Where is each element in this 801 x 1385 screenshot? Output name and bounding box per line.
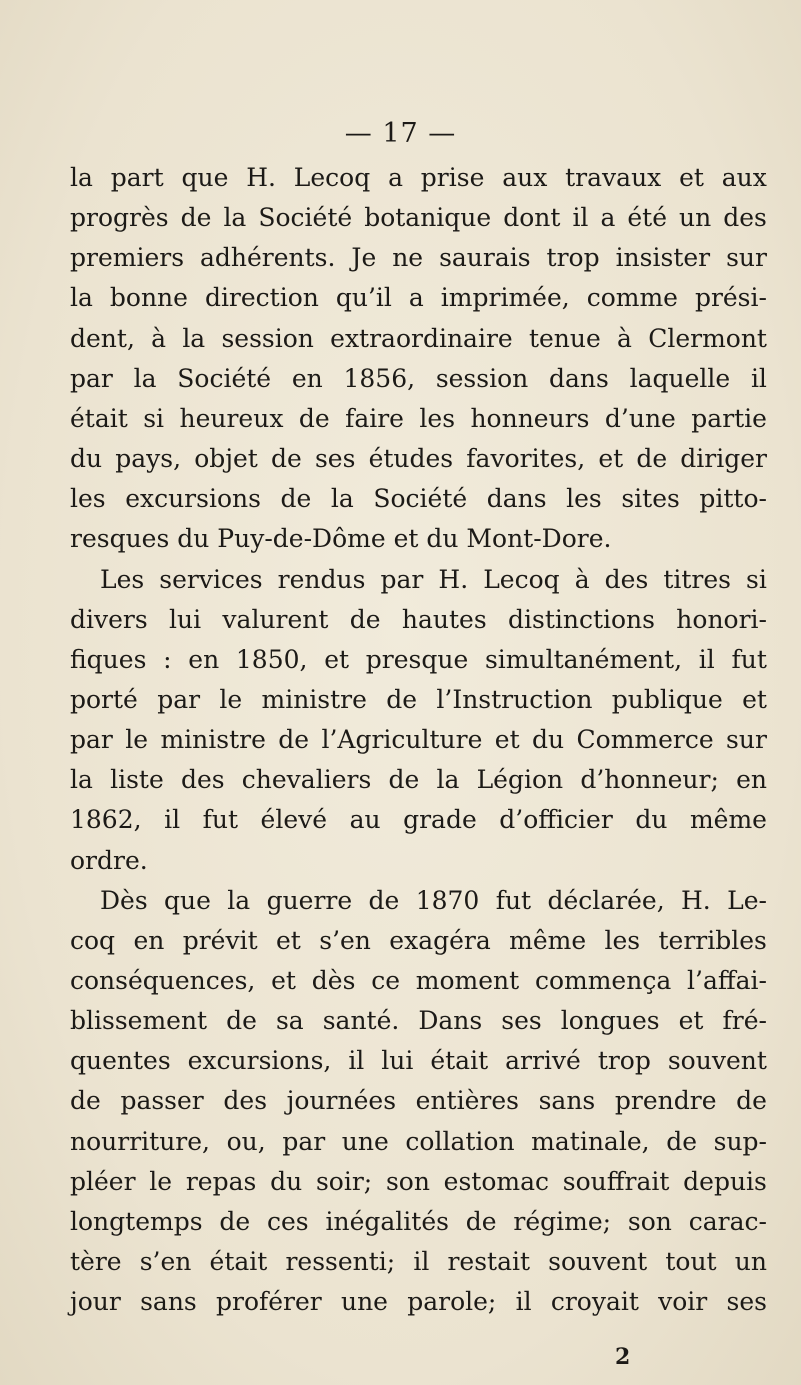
word: si <box>746 564 767 594</box>
word: les <box>604 925 641 955</box>
word: sites <box>621 484 680 514</box>
word: progrès <box>70 203 169 233</box>
word: de <box>280 484 312 514</box>
word: inégalités <box>325 1206 449 1236</box>
word: ou, <box>226 1126 266 1156</box>
word: imprimée, <box>440 283 570 313</box>
word: ses <box>726 1287 767 1317</box>
word: la <box>70 283 93 313</box>
word: ses <box>314 444 356 474</box>
word: sur <box>726 243 767 273</box>
word: Commerce <box>576 725 714 755</box>
text-line <box>100 560 767 600</box>
word: chevaliers <box>241 765 372 795</box>
word: favorites, <box>466 444 586 474</box>
word: souffrait <box>562 1166 670 1196</box>
text-line <box>70 158 767 198</box>
word: de <box>636 444 668 474</box>
word: pitto- <box>699 484 767 514</box>
word: ne <box>392 243 424 273</box>
word: valurent <box>222 604 329 634</box>
word: souvent <box>667 1046 767 1076</box>
word: sans <box>140 1287 197 1317</box>
word: la <box>330 484 354 514</box>
text-line <box>70 1202 767 1242</box>
word: tenue <box>528 323 601 353</box>
word: titres <box>663 564 731 594</box>
word: faire <box>345 403 404 433</box>
word: il <box>572 203 589 233</box>
word: quentes <box>70 1046 171 1076</box>
word: il <box>164 805 181 835</box>
word: presque <box>365 644 469 674</box>
word: d’une <box>604 403 676 433</box>
word: santé. <box>322 1006 400 1036</box>
word: lui <box>169 604 202 634</box>
word: longues <box>560 1006 660 1036</box>
word: de <box>180 203 212 233</box>
word: Lecoq <box>293 163 371 192</box>
word: à <box>574 564 590 594</box>
word: en <box>133 925 165 955</box>
text-line: ordre. <box>70 845 148 875</box>
word: l’Instruction <box>436 684 593 714</box>
text-line <box>70 1041 767 1081</box>
word: blissement <box>70 1006 208 1036</box>
word: parole; <box>407 1287 497 1317</box>
page-number: — 17 — <box>344 118 457 149</box>
word: était <box>209 1247 268 1277</box>
word: Dans <box>418 1006 483 1036</box>
word: dès <box>311 966 356 995</box>
word: ressenti; <box>285 1247 396 1277</box>
word: en <box>736 765 767 795</box>
text-line <box>70 961 767 1001</box>
word: d’officier <box>499 805 613 835</box>
word: l’Agriculture <box>321 725 483 755</box>
word: et <box>678 1006 704 1036</box>
word: Dès <box>100 885 148 915</box>
text-line <box>70 680 767 720</box>
word: 1850, <box>235 644 308 674</box>
word: déclarée, <box>547 885 665 915</box>
word: saurais <box>439 243 531 273</box>
word: des <box>604 564 649 594</box>
word: du <box>70 444 103 474</box>
text-line <box>70 760 767 800</box>
word: la <box>182 323 206 353</box>
word: a <box>388 163 403 192</box>
text-line <box>70 278 767 318</box>
text-line <box>70 600 767 640</box>
word: longtemps <box>70 1206 203 1236</box>
word: ce <box>371 966 400 995</box>
word: par <box>380 564 424 594</box>
word: prévit <box>182 925 258 955</box>
word: matinale, <box>531 1126 650 1156</box>
word: commença <box>534 966 672 995</box>
word: fiques <box>70 644 147 674</box>
word: honori- <box>676 604 767 634</box>
word: part <box>110 163 164 192</box>
word: direction <box>204 283 319 313</box>
word: Le- <box>727 885 767 915</box>
word: bonne <box>109 283 188 313</box>
word: session <box>221 323 314 353</box>
word: une <box>341 1126 389 1156</box>
text-line <box>70 640 767 680</box>
word: rendus <box>277 564 366 594</box>
text-line <box>70 1282 767 1322</box>
word: ses <box>501 1006 542 1036</box>
word: études <box>368 444 454 474</box>
word: fré- <box>722 1006 767 1036</box>
word: soir; <box>315 1166 373 1196</box>
word: d’honneur; <box>580 765 719 795</box>
word: proférer <box>216 1287 322 1317</box>
word: il <box>698 644 715 674</box>
text-line <box>70 238 767 278</box>
word: de <box>465 1206 497 1236</box>
word: adhérents. <box>199 243 336 273</box>
word: la <box>223 203 247 233</box>
word: simultanément, <box>484 644 683 674</box>
word: et <box>742 684 767 714</box>
word: au <box>349 805 381 835</box>
text-line <box>70 1242 767 1282</box>
word: tout <box>665 1247 717 1277</box>
word: pléer <box>70 1166 136 1196</box>
word: nourriture, <box>70 1126 210 1156</box>
word: excursions, <box>187 1046 332 1076</box>
word: l’affai- <box>687 966 767 995</box>
word: à <box>151 323 167 353</box>
word: en <box>188 644 220 674</box>
word: souvent <box>548 1247 648 1277</box>
word: : <box>163 644 172 674</box>
word: H. <box>681 885 711 915</box>
signature-mark: 2 <box>615 1344 631 1370</box>
word: par <box>70 725 113 755</box>
word: dent, <box>70 323 135 353</box>
word: diriger <box>680 444 767 474</box>
word: été <box>627 203 668 233</box>
word: distinctions <box>507 604 655 634</box>
word: était <box>70 403 128 433</box>
word: fut <box>202 805 239 835</box>
word: arrivé <box>505 1046 581 1076</box>
word: prési- <box>694 283 767 313</box>
word: excursions <box>125 484 261 514</box>
word: insister <box>615 243 711 273</box>
word: de <box>278 725 310 755</box>
word: pays, <box>115 444 182 474</box>
word: trop <box>597 1046 651 1076</box>
word: de <box>298 403 330 433</box>
word: à <box>617 323 632 353</box>
word: prendre <box>614 1086 717 1116</box>
word: une <box>340 1287 388 1317</box>
word: de <box>368 885 400 915</box>
word: extraordinaire <box>330 323 513 353</box>
word: régime; <box>513 1206 612 1236</box>
word: de <box>271 444 302 474</box>
text-line <box>100 881 767 921</box>
word: la <box>70 163 93 192</box>
word: Société <box>373 484 468 514</box>
word: objet <box>194 444 258 474</box>
word: du <box>532 725 565 755</box>
word: sur <box>726 725 767 755</box>
word: coq <box>70 925 116 955</box>
word: dans <box>549 363 609 393</box>
word: heureux <box>179 403 284 433</box>
word: dont <box>503 203 561 233</box>
word: les <box>419 403 456 433</box>
word: tère <box>70 1247 122 1277</box>
word: de <box>386 684 418 714</box>
word: la <box>70 765 93 795</box>
word: a <box>600 203 616 233</box>
word: qu’il <box>335 283 392 313</box>
word: et <box>679 163 704 192</box>
text-line <box>70 319 767 359</box>
word: et <box>598 444 624 474</box>
word: par <box>157 684 201 714</box>
word: comme <box>586 283 678 313</box>
word: il <box>348 1046 365 1076</box>
word: prise <box>420 163 485 192</box>
word: laquelle <box>629 363 731 393</box>
word: divers <box>70 604 148 634</box>
word: de <box>219 1206 251 1236</box>
word: session <box>435 363 529 393</box>
word: voir <box>658 1287 708 1317</box>
word: le <box>149 1166 173 1196</box>
text-line <box>70 198 767 238</box>
word: jour <box>70 1287 121 1317</box>
word: dans <box>486 484 547 514</box>
word: Société <box>258 203 353 233</box>
word: s’en <box>139 1247 192 1277</box>
word: liste <box>110 765 164 795</box>
text-line <box>70 921 767 961</box>
word: le <box>219 684 243 714</box>
word: trop <box>546 243 600 273</box>
word: botanique <box>364 203 492 233</box>
word: un <box>734 1247 767 1277</box>
word: et <box>271 966 296 995</box>
word: que <box>181 163 229 192</box>
word: porté <box>70 684 138 714</box>
word: 1862, <box>70 805 142 835</box>
word: estomac <box>443 1166 550 1196</box>
word: Clermont <box>648 323 767 353</box>
word: travaux <box>565 163 662 192</box>
word: et <box>494 725 520 755</box>
word: Les <box>100 564 145 594</box>
text-line <box>70 1001 767 1041</box>
word: H. <box>438 564 469 594</box>
text-line <box>70 1162 767 1202</box>
word: son <box>385 1166 430 1196</box>
word: que <box>164 885 211 915</box>
word: moment <box>415 966 520 995</box>
word: de <box>226 1006 257 1036</box>
word: même <box>509 925 587 955</box>
word: carac- <box>688 1206 767 1236</box>
word: par <box>70 363 113 393</box>
word: croyait <box>550 1287 639 1317</box>
word: entières <box>415 1086 519 1116</box>
text-line <box>70 479 767 519</box>
word: services <box>159 564 263 594</box>
word: de <box>70 1086 101 1116</box>
word: Je <box>351 243 377 273</box>
word: sup- <box>713 1126 767 1156</box>
word: ces <box>267 1206 309 1236</box>
word: de <box>666 1126 697 1156</box>
text-line <box>70 359 767 399</box>
word: le <box>125 725 149 755</box>
word: hautes <box>401 604 487 634</box>
word: il <box>515 1287 532 1317</box>
text-line: resques du Puy-de-Dôme et du Mont-Dore. <box>70 524 612 554</box>
word: journées <box>286 1086 397 1116</box>
word: du <box>270 1166 303 1196</box>
word: Société <box>177 363 272 393</box>
word: des <box>223 1086 268 1116</box>
word: élevé <box>260 805 328 835</box>
word: passer <box>120 1086 204 1116</box>
word: Lecoq <box>483 564 560 594</box>
word: les <box>70 484 106 514</box>
word: du <box>635 805 668 835</box>
word: repas <box>185 1166 257 1196</box>
word: des <box>723 203 767 233</box>
word: des <box>180 765 225 795</box>
word: lui <box>381 1046 414 1076</box>
word: s’en <box>319 925 371 955</box>
word: aux <box>502 163 548 192</box>
word: a <box>408 283 424 313</box>
word: conséquences, <box>70 966 256 995</box>
word: grade <box>403 805 477 835</box>
word: 1870 <box>415 885 480 915</box>
word: depuis <box>683 1166 767 1196</box>
word: les <box>566 484 602 514</box>
word: et <box>276 925 301 955</box>
word: de <box>736 1086 767 1116</box>
text-line <box>70 399 767 439</box>
word: terribles <box>658 925 767 955</box>
word: honneurs <box>470 403 590 433</box>
text-line <box>70 439 767 479</box>
word: un <box>679 203 712 233</box>
text-line <box>70 720 767 760</box>
word: même <box>689 805 767 835</box>
text-line <box>70 800 767 840</box>
word: et <box>324 644 350 674</box>
text-line <box>70 1081 767 1121</box>
word: la <box>227 885 251 915</box>
word: par <box>282 1126 326 1156</box>
word: son <box>627 1206 672 1236</box>
word: Légion <box>476 765 564 795</box>
word: la <box>436 765 460 795</box>
word: ministre <box>160 725 266 755</box>
word: exagéra <box>389 925 491 955</box>
word: restait <box>447 1247 531 1277</box>
word: partie <box>691 403 767 433</box>
word: il <box>750 363 767 393</box>
word: de <box>388 765 420 795</box>
word: fut <box>731 644 767 674</box>
word: il <box>413 1247 430 1277</box>
word: fut <box>495 885 532 915</box>
word: de <box>349 604 381 634</box>
word: H. <box>246 163 276 192</box>
word: guerre <box>266 885 353 915</box>
word: ministre <box>261 684 367 714</box>
word: aux <box>721 163 767 192</box>
word: 1856, <box>343 363 416 393</box>
word: la <box>133 363 157 393</box>
word: collation <box>405 1126 515 1156</box>
word: était <box>430 1046 489 1076</box>
word: sans <box>538 1086 596 1116</box>
word: en <box>291 363 323 393</box>
text-line <box>70 1122 767 1162</box>
word: si <box>143 403 165 433</box>
word: publique <box>611 684 723 714</box>
word: premiers <box>70 243 185 273</box>
word: sa <box>275 1006 304 1036</box>
